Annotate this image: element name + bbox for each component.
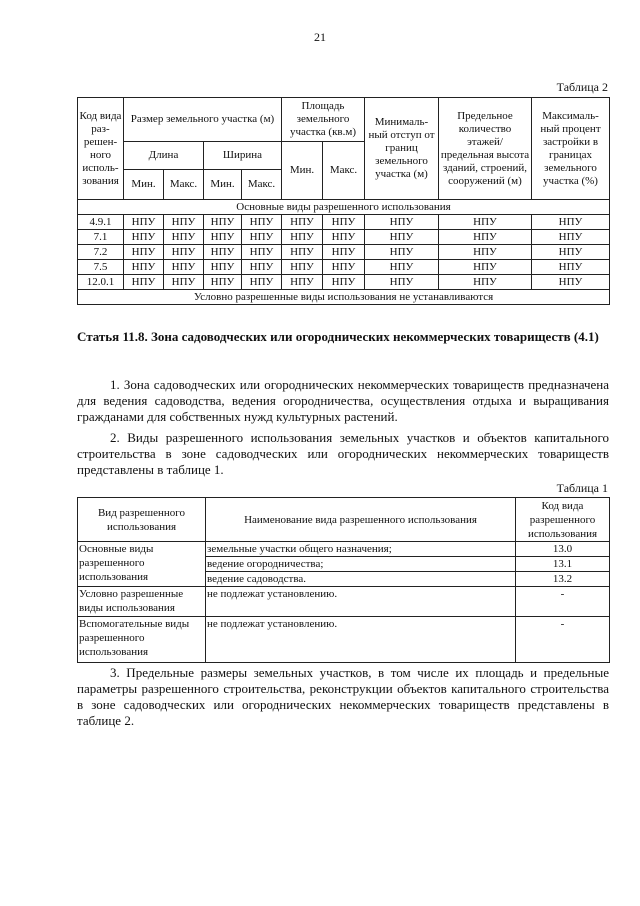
table-row [78, 215, 610, 230]
auxiliary-uses-name: не подлежат установлению. [206, 617, 516, 663]
table-row [78, 260, 610, 275]
header-coverage: Максималь- ный процент застройки в границах земельного участка (%) [532, 98, 610, 200]
cell: НПУ [124, 245, 164, 260]
use-name: ведение садоводства. [206, 572, 516, 587]
header-type: Вид разрешенного использования [78, 498, 206, 542]
header-area-min: Мин. [282, 142, 323, 200]
conditional-uses-name: не подлежат установлению. [206, 587, 516, 617]
header-code: Код вида раз- решен- ного исполь- зования [78, 98, 124, 200]
use-name: земельные участки общего назначения; [206, 542, 516, 557]
cell: НПУ [439, 275, 532, 290]
cell: НПУ [323, 230, 365, 245]
table1-caption: Таблица 1 [556, 481, 608, 495]
header-setback: Минималь- ный отступ от границ земельного участка (м) [365, 98, 439, 200]
cell: НПУ [439, 260, 532, 275]
cell: НПУ [532, 260, 610, 275]
cell: НПУ [242, 275, 282, 290]
table-row [78, 245, 610, 260]
cell: НПУ [532, 245, 610, 260]
row-code: 7.5 [78, 260, 124, 275]
table1-uses [77, 497, 610, 663]
cell: НПУ [282, 260, 323, 275]
cell: НПУ [323, 260, 365, 275]
cell: НПУ [282, 215, 323, 230]
header-width: Ширина [204, 142, 282, 170]
cell: НПУ [164, 230, 204, 245]
row-code: 7.1 [78, 230, 124, 245]
cell: НПУ [164, 275, 204, 290]
cell: НПУ [439, 215, 532, 230]
table2-limits [77, 97, 610, 305]
cell: НПУ [323, 275, 365, 290]
cell: НПУ [124, 215, 164, 230]
conditional-uses-type: Условно разрешенные виды использования [78, 587, 206, 617]
cell: НПУ [282, 275, 323, 290]
row-code: 4.9.1 [78, 215, 124, 230]
cell: НПУ [282, 230, 323, 245]
cell: НПУ [204, 230, 242, 245]
cell: НПУ [365, 260, 439, 275]
use-code: 13.1 [516, 557, 610, 572]
cell: НПУ [323, 215, 365, 230]
header-length-max: Макс. [164, 170, 204, 200]
cell: НПУ [532, 275, 610, 290]
header-code: Код вида разрешенного использования [516, 498, 610, 542]
paragraph-3: 3. Предельные размеры земельных участков, в том числе их площадь и предельные параметры разрешенного строительства, реконструкции объектов капитального строительства в зоне садоводческих или огороднических некоммерческих товариществ представлены в таблице 2. [77, 665, 609, 728]
cell: НПУ [532, 230, 610, 245]
cell: НПУ [204, 260, 242, 275]
use-code: 13.2 [516, 572, 610, 587]
header-width-max: Макс. [242, 170, 282, 200]
cell: НПУ [365, 245, 439, 260]
cell: НПУ [164, 245, 204, 260]
cell: НПУ [439, 230, 532, 245]
cell: НПУ [242, 245, 282, 260]
row-code: 12.0.1 [78, 275, 124, 290]
cell: НПУ [365, 230, 439, 245]
header-area: Площадь земельного участка (кв.м) [282, 98, 365, 142]
article-heading: Статья 11.8. Зона садоводческих или огороднических некоммерческих товариществ (4.1) [77, 329, 599, 344]
cell: НПУ [323, 245, 365, 260]
table-row [78, 275, 610, 290]
page-number: 21 [314, 30, 326, 44]
cell: НПУ [365, 275, 439, 290]
cell: НПУ [164, 215, 204, 230]
use-name: ведение огородничества; [206, 557, 516, 572]
cell: НПУ [164, 260, 204, 275]
cell: НПУ [439, 245, 532, 260]
header-area-max: Макс. [323, 142, 365, 200]
table-row [78, 230, 610, 245]
main-uses-label: Основные виды разрешенного использования [78, 200, 610, 215]
cell: НПУ [204, 245, 242, 260]
auxiliary-uses-type: Вспомогательные виды разрешенного использования [78, 617, 206, 663]
cell: НПУ [124, 260, 164, 275]
cell: НПУ [124, 275, 164, 290]
header-width-min: Мин. [204, 170, 242, 200]
conditional-uses-label: Условно разрешенные виды использования не устанавливаются [78, 290, 610, 305]
paragraph-1: 1. Зона садоводческих или огороднических некоммерческих товариществ предназначена для ведения садоводства, ведения огородничества, осуществления отдыха и выращивания гражданами для собственных нужд культурных растений. [77, 377, 609, 424]
header-length-min: Мин. [124, 170, 164, 200]
cell: НПУ [124, 230, 164, 245]
row-code: 7.2 [78, 245, 124, 260]
cell: НПУ [204, 275, 242, 290]
cell: НПУ [532, 215, 610, 230]
cell: НПУ [242, 260, 282, 275]
table2-caption: Таблица 2 [556, 80, 608, 94]
use-code: 13.0 [516, 542, 610, 557]
cell: НПУ [242, 215, 282, 230]
cell: НПУ [242, 230, 282, 245]
header-length: Длина [124, 142, 204, 170]
auxiliary-uses-code: - [516, 617, 610, 663]
header-size: Размер земельного участка (м) [124, 98, 282, 142]
paragraph-2: 2. Виды разрешенного использования земельных участков и объектов капитального строительства в зоне садоводческих или огороднических некоммерческих товариществ представлены в таблице 1. [77, 430, 609, 477]
conditional-uses-code: - [516, 587, 610, 617]
header-floors: Предельное количество этажей/ предельная высота зданий, строений, сооружений (м) [439, 98, 532, 200]
header-name: Наименование вида разрешенного использования [206, 498, 516, 542]
cell: НПУ [282, 245, 323, 260]
cell: НПУ [204, 215, 242, 230]
main-uses-group: Основные виды разрешенного использования [78, 542, 206, 587]
cell: НПУ [365, 215, 439, 230]
